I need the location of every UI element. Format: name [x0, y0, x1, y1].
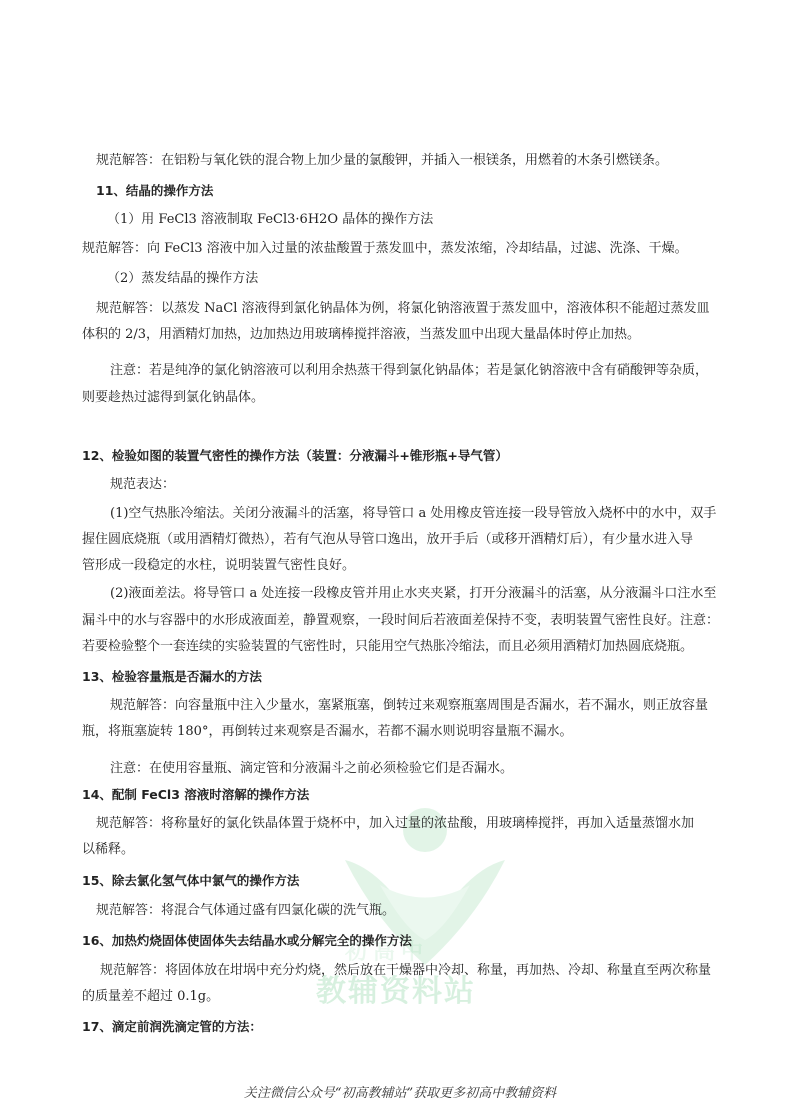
paragraph-line: 规范表达：: [110, 477, 176, 492]
paragraph-line: 瓶，将瓶塞旋转 180°，再倒转过来观察是否漏水，若都不漏水则说明容量瓶不漏水。: [82, 724, 573, 739]
section-heading: 16、加热灼烧固体使固体失去结晶水或分解完全的操作方法: [82, 933, 412, 948]
page-footer: 关注微信公众号“初高教辅站”获取更多初高中教辅资料: [243, 1086, 557, 1101]
paragraph-line: 规范解答：将混合气体通过盛有四氯化碳的洗气瓶。: [96, 903, 396, 918]
paragraph-line: 若要检验整个一套连续的实验装置的气密性时，只能用空气热胀冷缩法，而且必须用酒精灯加热圆底烧瓶。: [82, 639, 694, 654]
section-heading: 11、结晶的操作方法: [96, 183, 214, 198]
section-heading: 15、除去氯化氢气体中氯气的操作方法: [82, 873, 300, 888]
paragraph-line: 体积的 2/3，用酒精灯加热，边加热边用玻璃棒搅拌溶液，当蒸发皿中出现大量晶体时停止加热。: [82, 327, 641, 342]
paragraph-line: 规范解答：在铝粉与氧化铁的混合物上加少量的氯酸钾，并插入一根镁条，用燃着的木条引燃镁条。: [96, 153, 669, 168]
paragraph-line: 握住圆底烧瓶（或用酒精灯微热），若有气泡从导管口逸出，放开手后（或移开酒精灯后），有少量水进入导: [82, 532, 694, 547]
note-line: 注意：在使用容量瓶、滴定管和分液漏斗之前必须检验它们是否漏水。: [110, 761, 514, 776]
watermark-text: 教辅资料站: [316, 974, 476, 1009]
paragraph-line: 的质量差不超过 0.1g。: [82, 989, 220, 1004]
section-heading: 13、检验容量瓶是否漏水的方法: [82, 669, 262, 684]
paragraph-line: 规范解答：将称量好的氯化铁晶体置于烧杯中，加入过量的浓盐酸，用玻璃棒搅拌，再加入适量蒸馏水加: [96, 816, 695, 831]
section-heading: 17、滴定前润洗滴定管的方法：: [82, 1019, 262, 1034]
watermark-subtext: 初高中: [345, 940, 430, 965]
note-line: 注意：若是纯净的氯化钠溶液可以利用余热蒸干得到氯化钠晶体；若是氯化钠溶液中含有硝酸钾等杂质，: [110, 363, 709, 378]
note-line: 则要趁热过滤得到氯化钠晶体。: [82, 390, 265, 405]
paragraph-line: (1)空气热胀冷缩法。关闭分液漏斗的活塞，将导管口 a 处用橡皮管连接一段导管放入烧杯中的水中，双手: [110, 506, 717, 521]
section-heading: 14、配制 FeCl3 溶液时溶解的操作方法: [82, 787, 310, 802]
section-heading: 12、检验如图的装置气密性的操作方法（装置：分液漏斗+锥形瓶+导气管）: [82, 448, 508, 463]
subsection-heading: （2）蒸发结晶的操作方法: [107, 271, 259, 286]
paragraph-line: 规范解答：以蒸发 NaCl 溶液得到氯化钠晶体为例，将氯化钠溶液置于蒸发皿中，溶液体积不能超过蒸发皿: [96, 301, 710, 316]
paragraph-line: 规范解答：将固体放在坩埚中充分灼烧，然后放在干燥器中冷却、称量，再加热、冷却、称量直至两次称量: [100, 963, 712, 978]
paragraph-line: 管形成一段稳定的水柱，说明装置气密性良好。: [82, 558, 356, 573]
paragraph-line: 规范解答：向 FeCl3 溶液中加入过量的浓盐酸置于蒸发皿中，蒸发浓缩，冷却结晶，过滤、洗涤、干燥。: [82, 241, 688, 256]
paragraph-line: 漏斗中的水与容器中的水形成液面差，静置观察，一段时间后若液面差保持不变，表明装置气密性良好。注意：: [82, 613, 720, 628]
paragraph-line: (2)液面差法。将导管口 a 处连接一段橡皮管并用止水夹夹紧，打开分液漏斗的活塞，从分液漏斗口注水至: [110, 586, 717, 601]
paragraph-line: 以稀释。: [82, 842, 135, 857]
paragraph-line: 规范解答：向容量瓶中注入少量水，塞紧瓶塞，倒转过来观察瓶塞周围是否漏水，若不漏水，则正放容量: [110, 698, 709, 713]
subsection-heading: （1）用 FeCl3 溶液制取 FeCl3·6H2O 晶体的操作方法: [107, 212, 434, 227]
